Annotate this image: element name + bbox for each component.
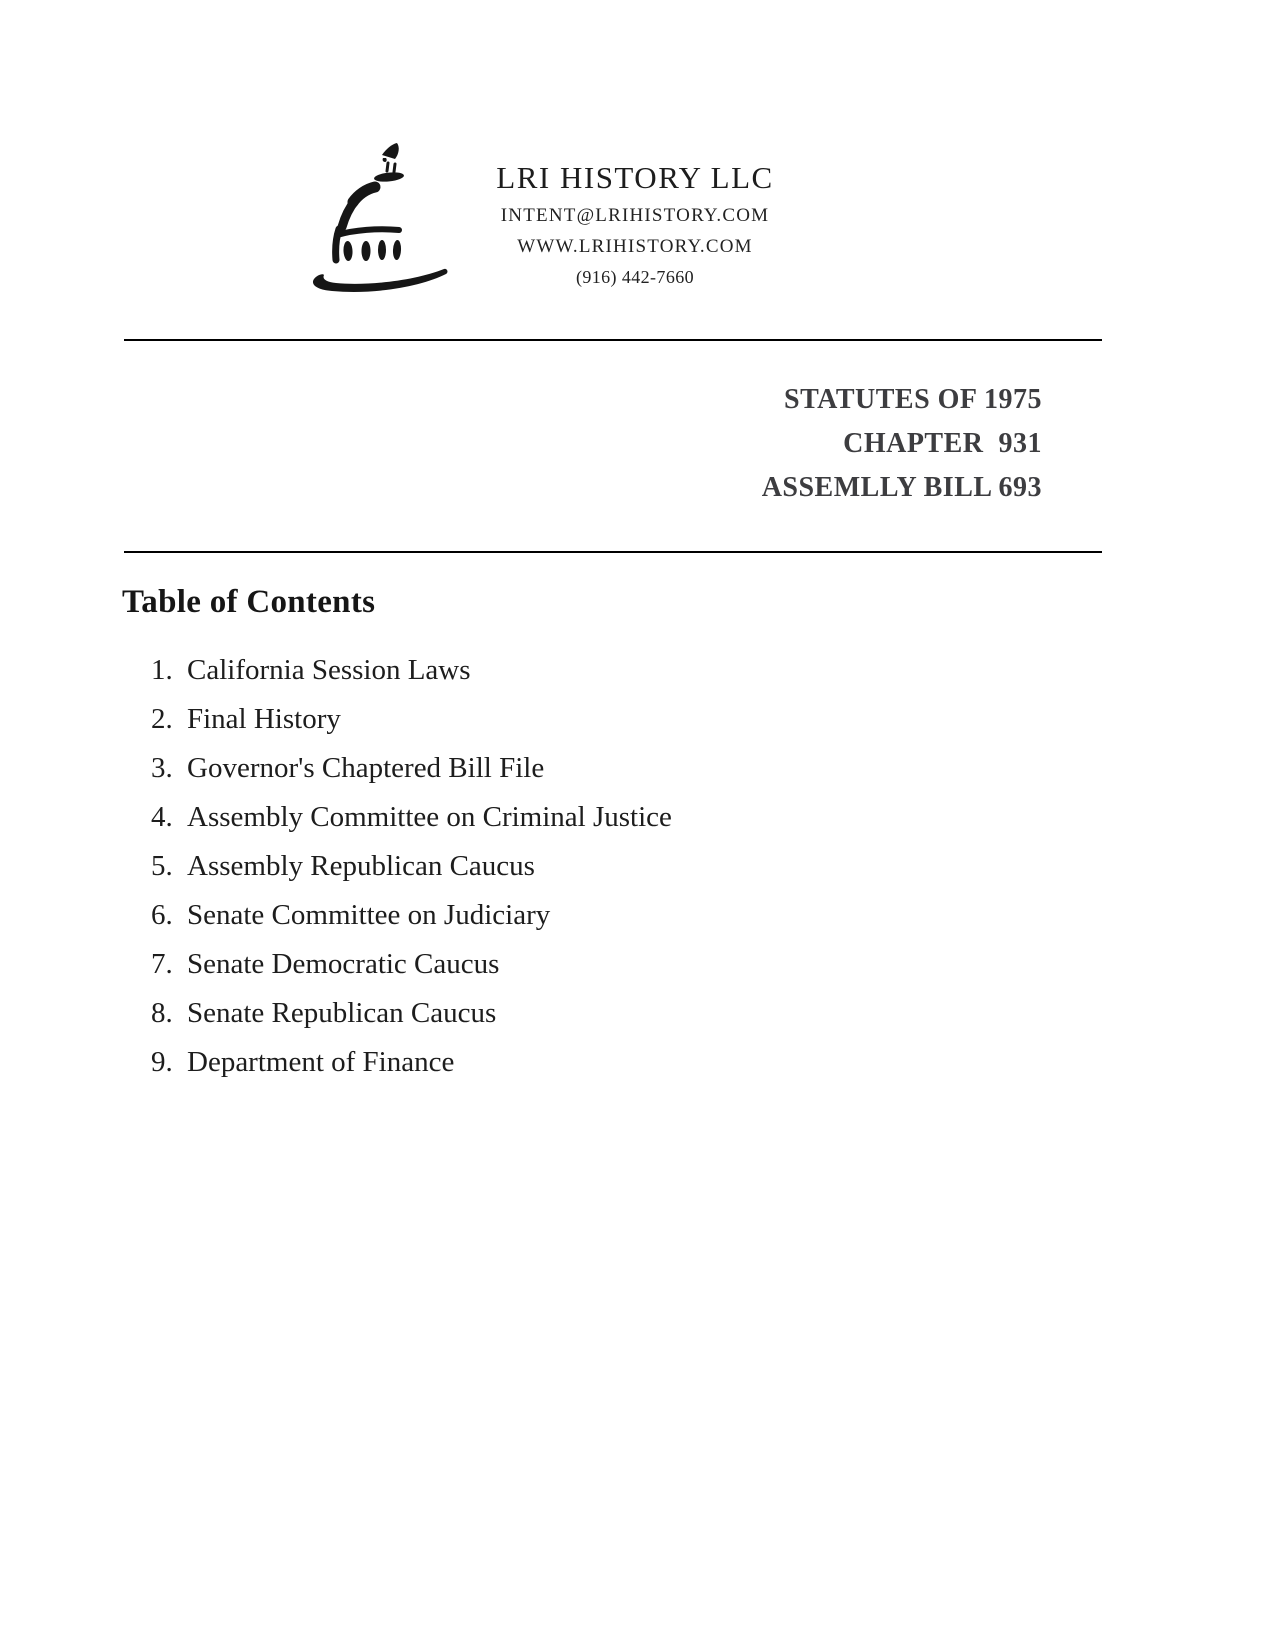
- toc-item-number: 7.: [151, 948, 173, 980]
- toc-item-number: 9.: [151, 1046, 173, 1078]
- toc-item: [151, 1038, 672, 1087]
- toc-item-number: 1.: [151, 654, 173, 686]
- toc-item-label: Senate Republican Caucus: [187, 997, 497, 1029]
- toc-item-label: Department of Finance: [187, 1046, 455, 1078]
- toc-item-label: Senate Democratic Caucus: [187, 948, 500, 980]
- toc-item-number: 5.: [151, 850, 173, 882]
- capitol-dome-logo-icon: [296, 134, 448, 292]
- company-name: LRI HISTORY LLC: [496, 160, 774, 195]
- toc-item-number: 3.: [151, 752, 173, 784]
- chapter-line: CHAPTER 931: [843, 428, 1042, 459]
- toc-item-label: Assembly Committee on Criminal Justice: [187, 801, 672, 833]
- toc-item-label: California Session Laws: [187, 654, 471, 686]
- toc-item: [151, 891, 672, 940]
- toc-item: [151, 940, 672, 989]
- toc-item-label: Senate Committee on Judiciary: [187, 899, 551, 931]
- divider-top: [124, 339, 1102, 341]
- toc-item-number: 8.: [151, 997, 173, 1029]
- toc-item-label: Governor's Chaptered Bill File: [187, 752, 545, 784]
- toc-item-number: 6.: [151, 899, 173, 931]
- toc-item: [151, 842, 672, 891]
- toc-item-label: Final History: [187, 703, 341, 735]
- toc-item-number: 4.: [151, 801, 173, 833]
- toc-item: [151, 646, 672, 695]
- toc-item: [151, 989, 672, 1038]
- company-email: INTENT@LRIHISTORY.COM: [500, 205, 770, 226]
- letterhead: [450, 162, 820, 286]
- toc-item: [151, 744, 672, 793]
- toc-item: [151, 793, 672, 842]
- toc-item-number: 2.: [151, 703, 173, 735]
- statute-reference-block: [762, 378, 1042, 510]
- toc-item-label: Assembly Republican Caucus: [187, 850, 535, 882]
- company-phone: (916) 442-7660: [575, 267, 695, 287]
- statutes-line: STATUTES OF 1975: [784, 384, 1042, 415]
- assembly-bill-line: ASSEMLLY BILL 693: [761, 472, 1042, 503]
- divider-middle: [124, 551, 1102, 553]
- toc-item: [151, 695, 672, 744]
- toc-list: [151, 646, 672, 1087]
- company-website: WWW.LRIHISTORY.COM: [517, 236, 753, 257]
- toc-title: Table of Contents: [122, 584, 376, 620]
